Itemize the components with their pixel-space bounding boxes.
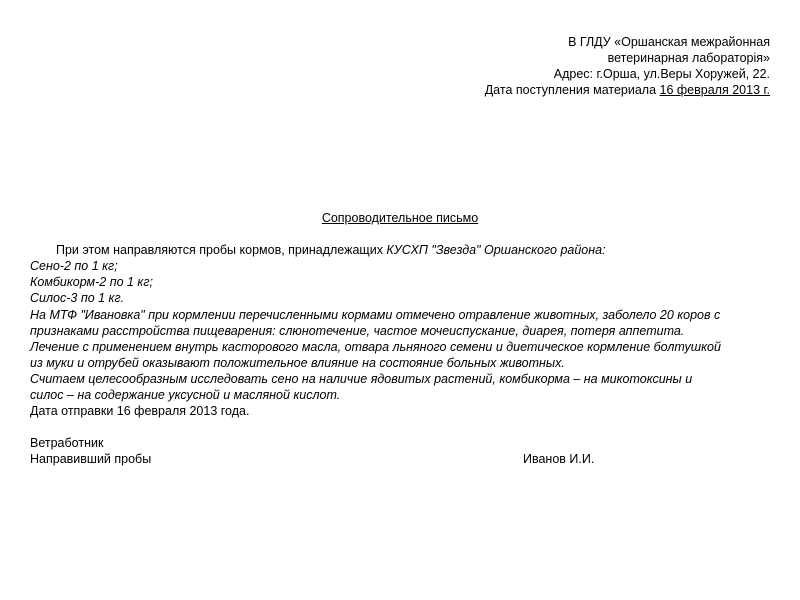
body-line: Лечение с применением внутрь касторового масла, отвара льняного семени и диетическое кормление болтушкой (30, 340, 721, 354)
letter-title: Сопроводительное письмо (321, 211, 479, 225)
body-line: Комбикорм-2 по 1 кг; (30, 275, 153, 289)
received-label: Дата поступления материала (484, 83, 660, 97)
header-address: Адрес: г.Орша, ул.Веры Хоружей, 22. (553, 67, 770, 81)
body-line: На МТФ "Ивановка" при кормлении перечисленными кормами отмечено отравление животных, заболело 20 коров с (30, 308, 721, 322)
body-line: Считаем целесообразным исследовать сено на наличие ядовитых растений, комбикорма – на микотоксины и (30, 372, 693, 386)
body-line: Силос-3 по 1 кг. (30, 291, 125, 305)
header-recipient-line1: В ГЛДУ «Оршанская межрайонная (568, 35, 770, 49)
signature-role-1: Ветработник (30, 436, 104, 450)
letter-intro (56, 242, 606, 258)
body-line: из муки и отрубей оказывают положительное влияние на состояние больных животных. (30, 356, 565, 370)
intro-org: КУСХП "Звезда" Оршанского района: (386, 243, 606, 257)
received-date: 16 февраля 2013 г. (659, 83, 770, 97)
signature-role-2: Направивший пробы (30, 452, 152, 466)
dispatch-date: Дата отправки 16 февраля 2013 года. (30, 404, 250, 418)
body-line: признаками расстройства пищеварения: слюнотечение, частое мочеиспускание, диарея, потеря аппетита. (30, 324, 685, 338)
intro-text: При этом направляются пробы кормов, принадлежащих (56, 243, 387, 257)
signature-name: Иванов И.И. (523, 452, 595, 466)
body-line: силос – на содержание уксусной и масляной кислот. (30, 388, 341, 402)
body-line: Сено-2 по 1 кг; (30, 259, 118, 273)
header-recipient-line2: ветеринарная лабораторія» (607, 51, 770, 65)
header-received (485, 82, 770, 98)
